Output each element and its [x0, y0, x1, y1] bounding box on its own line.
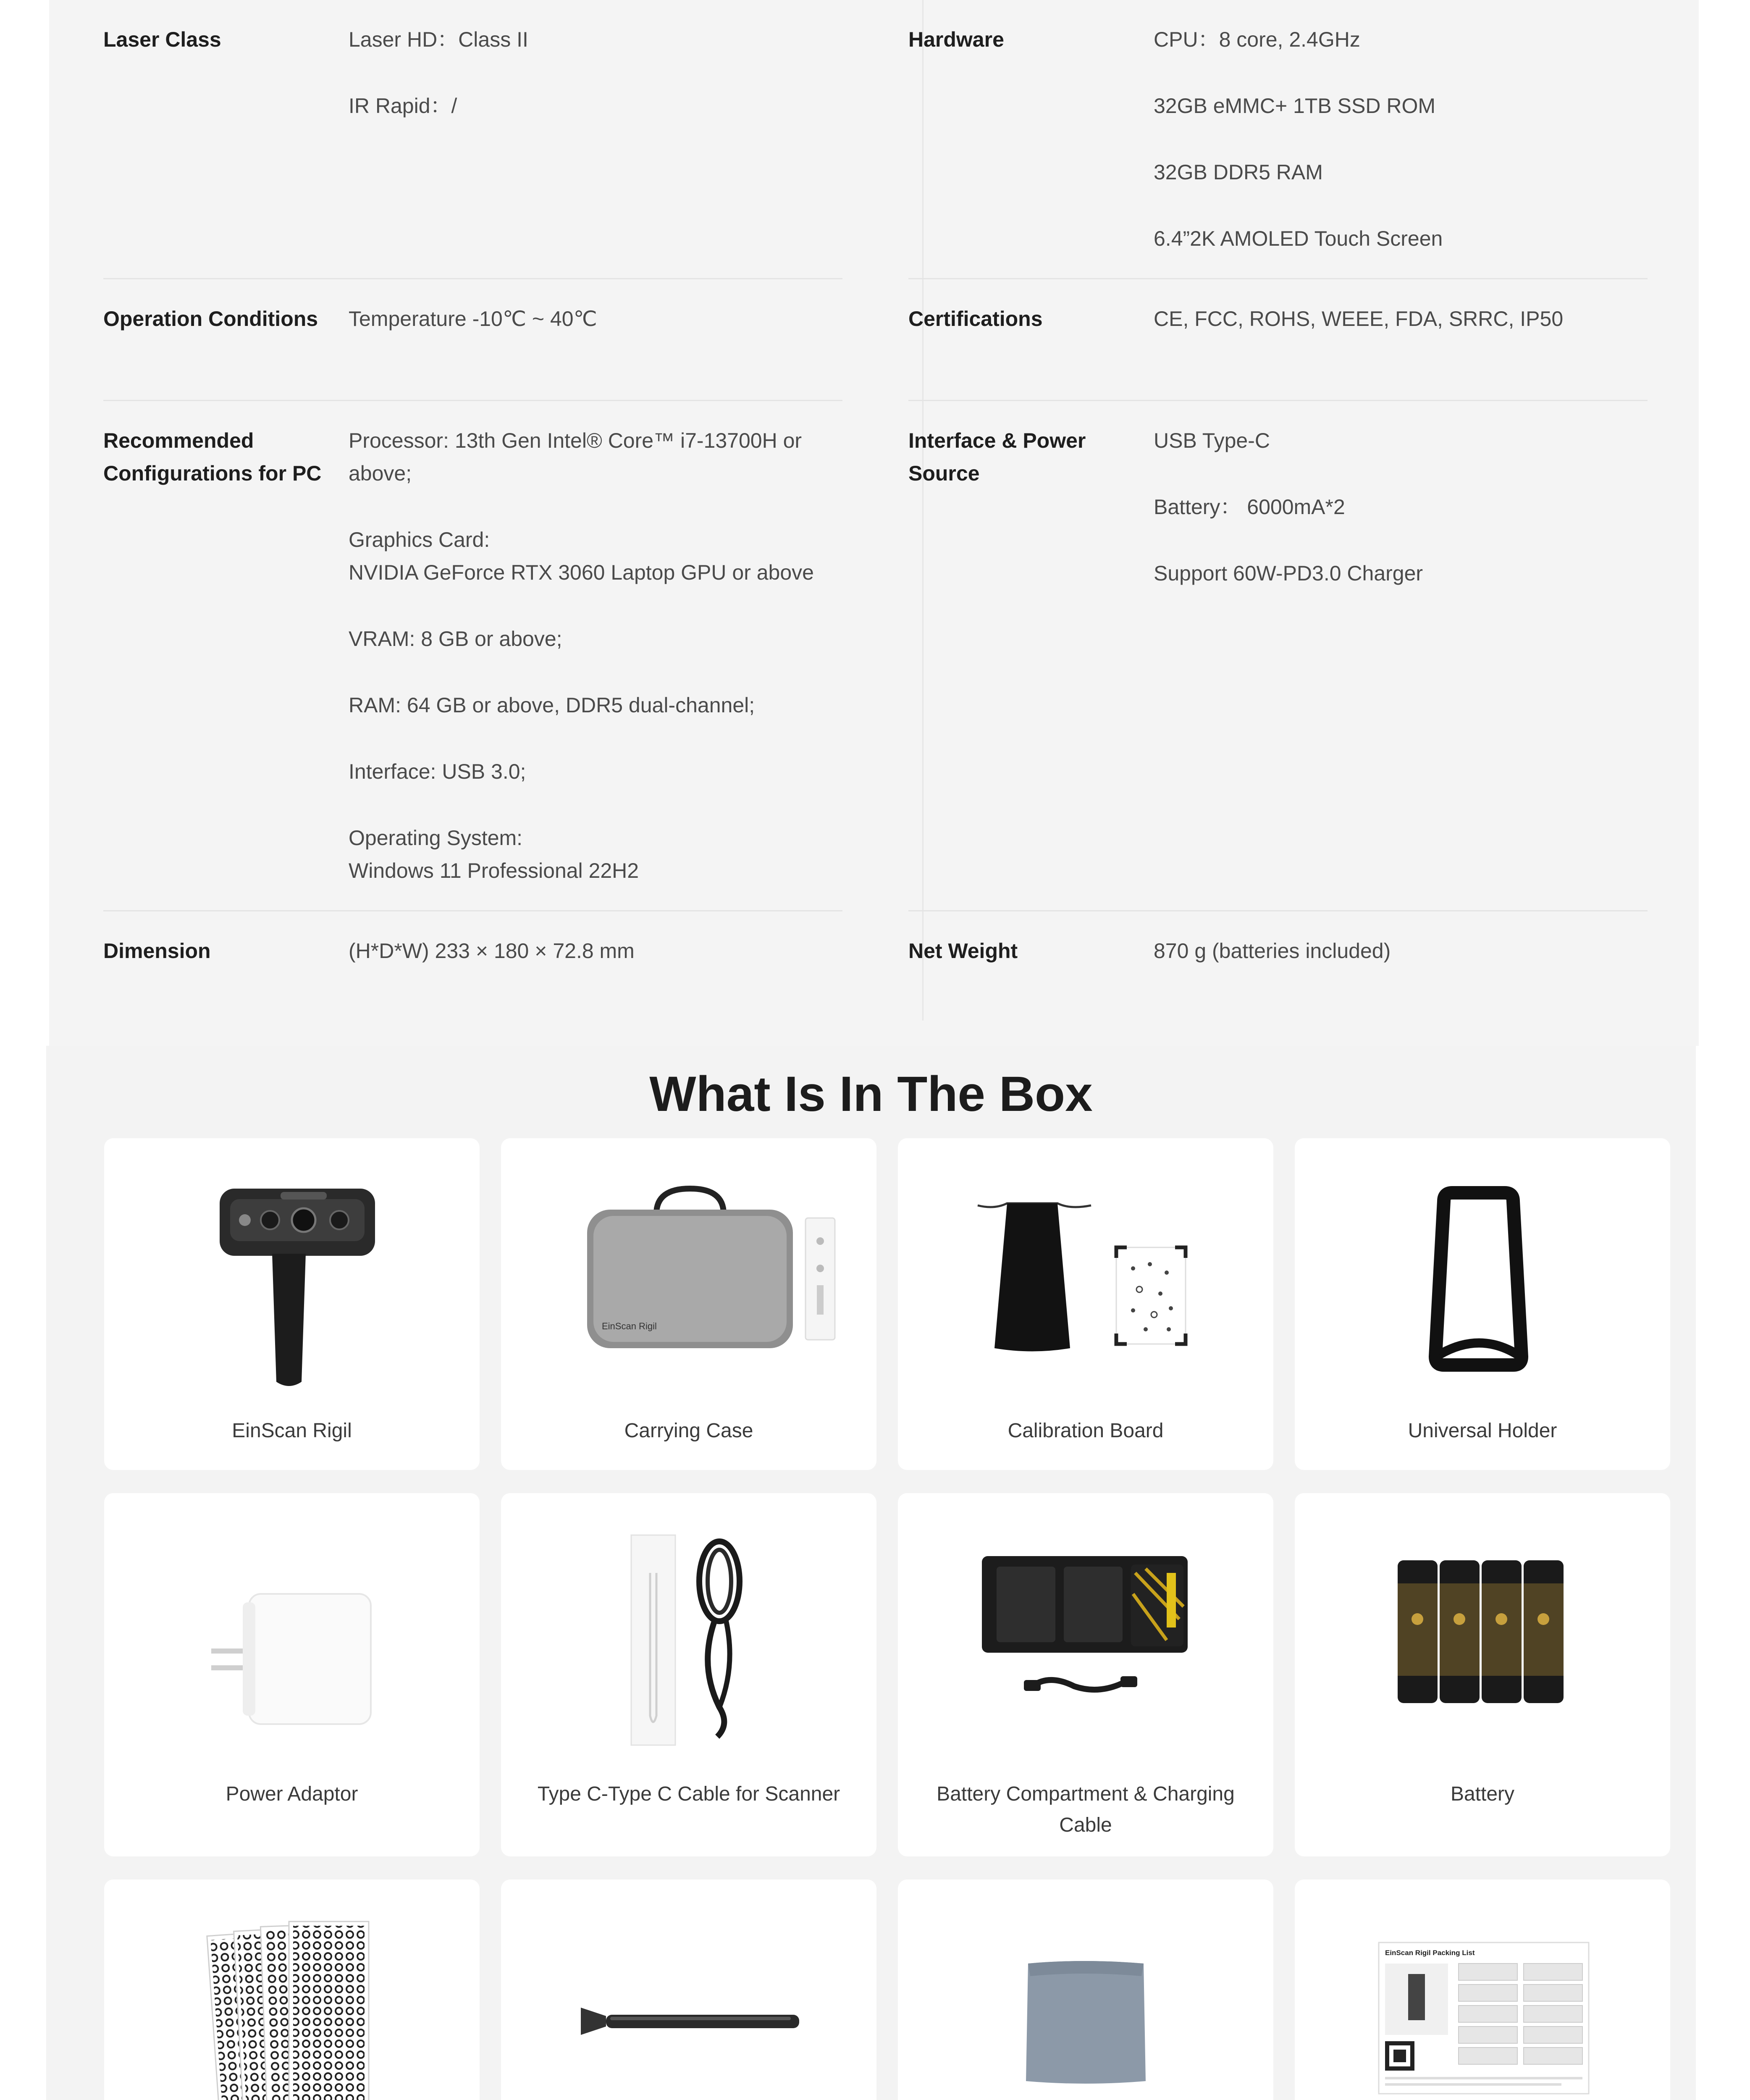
- spec-values: [1154, 424, 1670, 623]
- spec-value: Laser HD：Class II: [349, 28, 528, 51]
- cleaning-cloth-icon: [898, 1896, 1273, 2100]
- spec-row-interface-power: [908, 424, 1664, 911]
- spec-value: Operating System: Windows 11 Professional 22H2: [349, 826, 639, 882]
- row-separator: [103, 278, 842, 279]
- spec-row-certifications: [908, 302, 1664, 401]
- spec-value: Temperature -10℃ ~ 40℃: [349, 307, 597, 331]
- spec-label: Operation Conditions: [103, 307, 318, 331]
- section-title: What Is In The Box: [649, 1066, 1093, 1122]
- spec-value: 870 g (batteries included): [1154, 939, 1391, 963]
- spec-label: Interface & Power Source: [908, 429, 1086, 485]
- scanner-icon: [104, 1163, 480, 1399]
- box-item-card[interactable]: [1295, 1493, 1670, 1856]
- spec-value: 32GB DDR5 RAM: [1154, 160, 1323, 184]
- battery-icon: [1295, 1535, 1670, 1770]
- spec-row-dimension: [103, 934, 859, 998]
- item-name: Power Adaptor: [226, 1783, 358, 1805]
- spec-value: VRAM: 8 GB or above;: [349, 627, 562, 651]
- spec-value: CE, FCC, ROHS, WEEE, FDA, SRRC, IP50: [1154, 307, 1564, 331]
- usb-cable-icon: [501, 1527, 876, 1762]
- box-item-card[interactable]: [898, 1138, 1273, 1470]
- spec-values: [349, 302, 865, 369]
- row-separator: [103, 910, 842, 911]
- spec-row-operation-conditions: [103, 302, 859, 401]
- spec-label: Laser Class: [103, 28, 221, 51]
- spec-values: [349, 424, 865, 921]
- item-name: EinScan Rigil: [232, 1420, 352, 1442]
- carrying-case-icon: [501, 1163, 876, 1399]
- spec-label: Net Weight: [908, 939, 1018, 963]
- spec-value: RAM: 64 GB or above, DDR5 dual-channel;: [349, 693, 755, 717]
- box-item-card[interactable]: [501, 1138, 876, 1470]
- row-separator: [103, 400, 842, 401]
- universal-holder-icon: [1295, 1163, 1670, 1399]
- box-item-card[interactable]: [501, 1493, 876, 1856]
- power-adaptor-icon: [104, 1539, 480, 1774]
- row-separator: [908, 278, 1648, 279]
- box-item-card[interactable]: [104, 1880, 480, 2100]
- spec-value: CPU：8 core, 2.4GHz: [1154, 28, 1360, 51]
- packing-list-icon: [1295, 1896, 1670, 2100]
- reflective-markers-icon: [104, 1896, 480, 2100]
- spec-value: Interface: USB 3.0;: [349, 760, 526, 783]
- item-name: Universal Holder: [1408, 1420, 1557, 1442]
- spec-value: Processor: 13th Gen Intel® Core™ i7-13700H or above;: [349, 429, 802, 485]
- spec-label: Certifications: [908, 307, 1043, 331]
- box-item-card[interactable]: [104, 1493, 480, 1856]
- spec-label: Hardware: [908, 28, 1004, 51]
- spec-label: Recommended Configurations for PC: [103, 429, 322, 485]
- spec-value: 32GB eMMC+ 1TB SSD ROM: [1154, 94, 1435, 118]
- item-name: Battery Compartment & Charging Cable: [937, 1783, 1235, 1836]
- row-separator: [908, 910, 1648, 911]
- item-name: Calibration Board: [1007, 1420, 1164, 1442]
- spec-label: Dimension: [103, 939, 211, 963]
- calibration-board-icon: [898, 1163, 1273, 1399]
- case-brand: EinScan Rigil: [602, 1321, 657, 1331]
- spec-values: [1154, 934, 1670, 1001]
- box-item-card[interactable]: [501, 1880, 876, 2100]
- item-name: Carrying Case: [624, 1420, 753, 1442]
- box-item-card[interactable]: [1295, 1138, 1670, 1470]
- spec-values: [349, 934, 865, 1001]
- spec-value: 6.4”2K AMOLED Touch Screen: [1154, 227, 1443, 250]
- box-item-card[interactable]: [104, 1138, 480, 1470]
- spec-values: [1154, 23, 1670, 289]
- whats-in-the-box-section: [46, 1046, 1696, 2100]
- box-item-card[interactable]: [898, 1493, 1273, 1856]
- spec-value: Support 60W-PD3.0 Charger: [1154, 562, 1423, 585]
- packing-list-heading: EinScan Rigil Packing List: [1385, 1949, 1475, 1957]
- spec-row-net-weight: [908, 934, 1664, 998]
- spec-value: (H*D*W) 233 × 180 × 72.8 mm: [349, 939, 635, 963]
- spec-value: Graphics Card: NVIDIA GeForce RTX 3060 Laptop GPU or above: [349, 528, 814, 584]
- spec-value: Battery： 6000mA*2: [1154, 495, 1345, 519]
- item-name: Battery: [1450, 1783, 1515, 1805]
- spec-row-recommended-pc: [103, 424, 859, 911]
- spec-value: IR Rapid：/: [349, 94, 457, 118]
- box-item-card[interactable]: [898, 1880, 1273, 2100]
- item-name: Type C-Type C Cable for Scanner: [537, 1783, 840, 1805]
- spec-value: USB Type-C: [1154, 429, 1270, 452]
- spec-values: [1154, 302, 1670, 369]
- specs-table: [49, 0, 1699, 1046]
- battery-charger-icon: [898, 1535, 1273, 1770]
- box-item-card[interactable]: [1295, 1880, 1670, 2100]
- spec-values: [349, 23, 865, 156]
- spec-row-hardware: [908, 23, 1664, 279]
- spec-row-laser-class: [103, 23, 859, 279]
- marker-removal-tool-icon: [501, 1896, 876, 2100]
- row-separator: [908, 400, 1648, 401]
